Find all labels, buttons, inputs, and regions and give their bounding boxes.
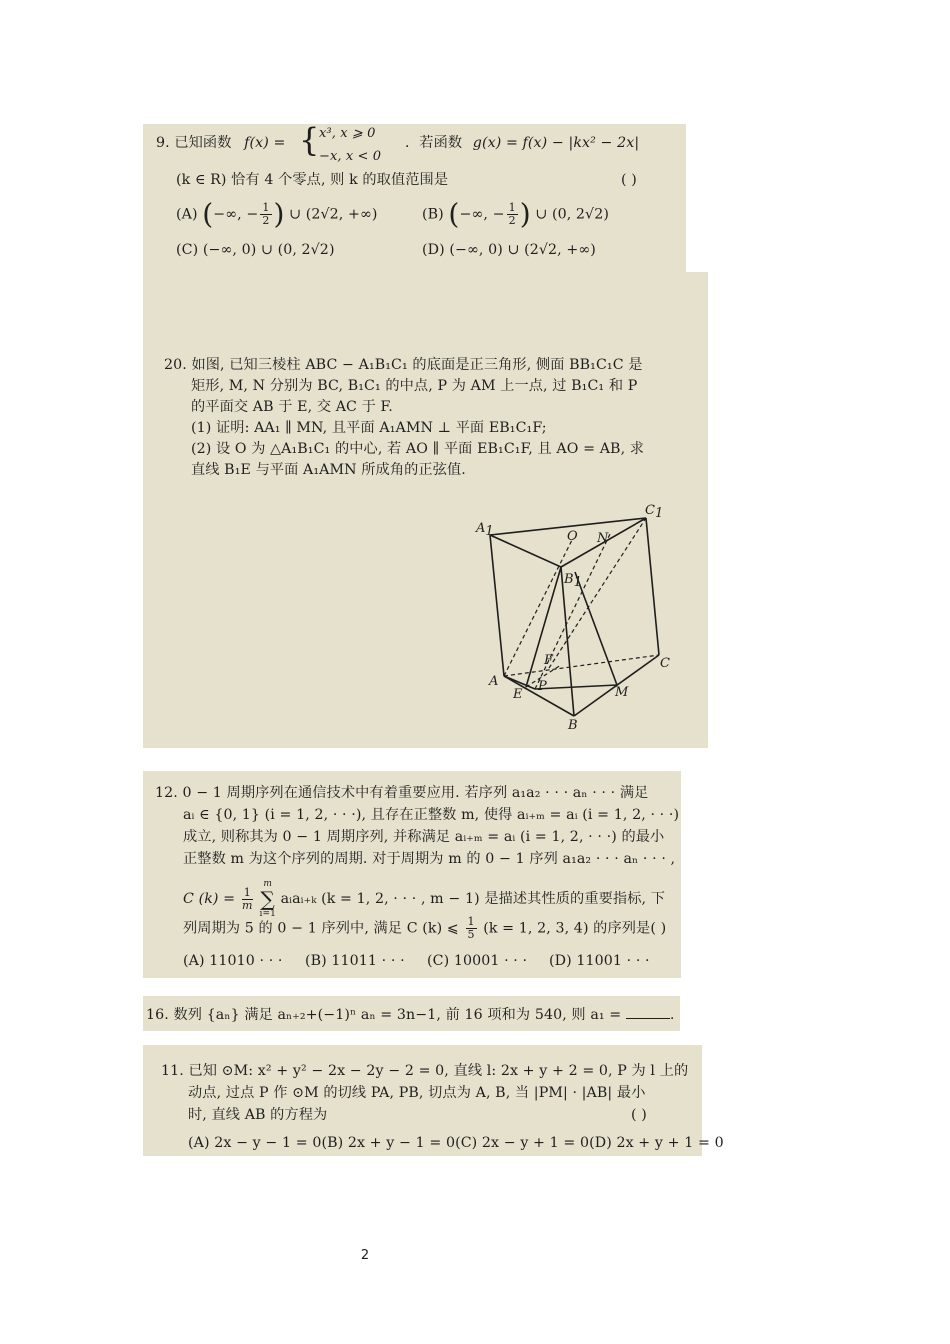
q9-option-a xyxy=(176,197,378,231)
page-number: 2 xyxy=(360,1248,370,1263)
q20-line1: 20. 如图, 已知三棱柱 ABC − A₁B₁C₁ 的底面是正三角形, 侧面 BB₁C₁C 是 xyxy=(164,357,643,373)
q9-option-c: (C) (−∞, 0) ∪ (0, 2√2) xyxy=(176,242,335,258)
label-o: O xyxy=(567,529,578,544)
q12-frac-1-m xyxy=(242,887,253,912)
q9-option-a-num: 1 xyxy=(262,201,270,214)
q12-sum-sign: ∑ xyxy=(260,887,275,911)
q12-option-c: (C) 10001 · · · xyxy=(427,953,528,969)
q12-line2: aᵢ ∈ {0, 1} (i = 1, 2, · · ·), 且存在正整数 m, 使得 aᵢ₊ₘ = aᵢ (i = 1, 2, · · ·) xyxy=(183,807,680,823)
label-f: F xyxy=(544,653,554,668)
label-p: P xyxy=(538,679,547,694)
label-b1 xyxy=(563,572,582,590)
q12-line4: 正整数 m 为这个序列的周期. 对于周期为 m 的 0 − 1 序列 a₁a₂ · · · aₙ · · · , xyxy=(183,851,676,867)
q12-option-d: (D) 11001 · · · xyxy=(549,953,650,969)
q9-option-a-label: (A) xyxy=(176,206,198,223)
q12-option-a: (A) 11010 · · · xyxy=(183,953,283,969)
question-12-card xyxy=(143,771,681,978)
q9-option-a-rparen: ) xyxy=(273,197,285,231)
q20-line6: 直线 B₁E 与平面 A₁AMN 所成角的正弦值. xyxy=(191,462,466,478)
q12-sum-bottom: i=1 xyxy=(259,909,276,919)
q9-gx: g(x) = f(x) − |kx² − 2x| xyxy=(472,135,640,151)
label-b: B xyxy=(568,718,578,733)
label-a1-main: A xyxy=(476,521,486,536)
q16-text: 16. 数列 {aₙ} 满足 aₙ₊₂+(−1)ⁿ aₙ = 3n−1, 前 16 项和为 540, 则 a₁ = xyxy=(146,1007,622,1023)
label-e: E xyxy=(513,687,523,702)
q9-option-a-frac xyxy=(260,202,271,227)
label-a: A xyxy=(489,674,499,689)
q11-options: (A) 2x − y − 1 = 0(B) 2x + y − 1 = 0(C) 2x − y + 1 = 0(D) 2x + y + 1 = 0 xyxy=(188,1135,724,1151)
q12-frac-num: 1 xyxy=(243,885,251,899)
edge-ao-hidden xyxy=(504,538,573,676)
q9-option-a-lparen: ( xyxy=(202,197,214,231)
label-c: C xyxy=(660,656,670,671)
q9-option-b-den: 2 xyxy=(508,214,516,227)
label-b1-main: B xyxy=(564,572,574,587)
edge-aa1 xyxy=(490,535,504,676)
q12-sum xyxy=(260,879,276,919)
q9-option-b xyxy=(422,197,609,231)
edge-ac-hidden xyxy=(504,655,659,676)
q9-option-d: (D) (−∞, 0) ∪ (2√2, +∞) xyxy=(422,242,596,258)
q20-line3: 的平面交 AB 于 E, 交 AC 于 F. xyxy=(191,399,393,415)
edge-a1b1 xyxy=(490,535,561,567)
q9-line1 xyxy=(156,133,285,153)
q9-option-b-frac xyxy=(507,202,518,227)
edge-cc1 xyxy=(646,518,659,655)
label-a1 xyxy=(475,521,494,539)
q11-line3: 时, 直线 AB 的方程为 xyxy=(188,1107,328,1123)
q12-line5-post: aᵢaᵢ₊ₖ (k = 1, 2, · · · , m − 1) 是描述其性质的重要指标, 下 xyxy=(280,891,665,907)
q9-option-b-label: (B) xyxy=(422,206,444,223)
question-9-card xyxy=(143,121,686,272)
label-c1-sub: 1 xyxy=(654,506,664,521)
q12-frac-den: m xyxy=(242,898,253,912)
q9-option-a-left: −∞, − xyxy=(213,206,259,223)
q9-option-a-right: ∪ (2√2, +∞) xyxy=(289,206,378,223)
q9-option-b-rparen: ) xyxy=(519,197,531,231)
edge-pm xyxy=(535,685,617,689)
q9-option-b-right: ∪ (0, 2√2) xyxy=(535,206,609,223)
q9-brace: { xyxy=(299,121,320,159)
q12-line6-post: (k = 1, 2, 3, 4) 的序列是( ) xyxy=(483,920,667,937)
q9-mid: ．若函数 xyxy=(405,135,463,151)
q12-frac-1-5 xyxy=(466,916,477,941)
q9-prefix: 9. 已知函数 xyxy=(156,135,232,151)
q9-answer-paren: ( ) xyxy=(621,172,637,188)
q20-line5: (2) 设 O 为 △A₁B₁C₁ 的中心, 若 AO ∥ 平面 EB₁C₁F, 且 AO = AB, 求 xyxy=(191,441,645,457)
question-20-card xyxy=(143,272,708,748)
q16-answer-blank[interactable] xyxy=(626,1004,670,1019)
q12-line5 xyxy=(183,879,665,919)
q11-answer-paren: ( ) xyxy=(631,1107,647,1123)
q12-frac2-num: 1 xyxy=(467,915,475,928)
q9-case1: x³, x ⩾ 0 xyxy=(319,126,376,141)
q12-sum-top: m xyxy=(263,879,273,889)
q20-line2: 矩形, M, N 分别为 BC, B₁C₁ 的中点, P 为 AM 上一点, 过 B₁C₁ 和 P xyxy=(191,378,638,394)
q12-line1: 12. 0 − 1 周期序列在通信技术中有着重要应用. 若序列 a₁a₂ · · · aₙ · · · 满足 xyxy=(155,785,649,801)
q9-option-b-lparen: ( xyxy=(448,197,460,231)
q9-fx: f(x) = xyxy=(244,135,286,151)
q12-frac2-den: 5 xyxy=(467,928,475,941)
label-b1-sub: 1 xyxy=(573,575,582,590)
q9-option-b-num: 1 xyxy=(508,201,516,214)
q12-line6 xyxy=(183,916,666,941)
q20-line4: (1) 证明: AA₁ ∥ MN, 且平面 A₁AMN ⊥ 平面 EB₁C₁F; xyxy=(191,420,547,436)
q16-line: 16. 数列 {aₙ} 满足 aₙ₊₂+(−1)ⁿ aₙ = 3n−1, 前 16 项和为 540, 则 a₁ = . xyxy=(146,1004,675,1025)
q12-line6-pre: 列周期为 5 的 0 − 1 序列中, 满足 C (k) ⩽ xyxy=(183,920,459,937)
label-m: M xyxy=(615,685,629,700)
label-c1 xyxy=(645,503,663,521)
q11-line2: 动点, 过点 P 作 ⊙M 的切线 PA, PB, 切点为 A, B, 当 |PM| · |AB| 最小 xyxy=(188,1085,646,1101)
q12-option-b: (B) 11011 · · · xyxy=(305,953,405,969)
q9-line1b xyxy=(405,133,639,153)
edge-bb1 xyxy=(561,567,574,716)
label-n: N xyxy=(597,531,609,546)
question-11-card xyxy=(143,1045,724,1156)
q12-line3: 成立, 则称其为 0 − 1 周期序列, 并称满足 aᵢ₊ₘ = aᵢ (i = 1, 2, · · ·) 的最小 xyxy=(183,829,665,845)
q9-case2: −x, x < 0 xyxy=(319,149,382,164)
prism-figure xyxy=(143,272,708,748)
label-c1-main: C xyxy=(645,503,655,518)
q9-option-a-den: 2 xyxy=(262,214,270,227)
question-16-card xyxy=(143,996,680,1031)
q9-option-b-left: −∞, − xyxy=(459,206,505,223)
q12-c-of-k: C (k) = xyxy=(183,891,236,907)
label-a1-sub: 1 xyxy=(485,524,494,539)
q11-line1: 11. 已知 ⊙M: x² + y² − 2x − 2y − 2 = 0, 直线 l: 2x + y + 2 = 0, P 为 l 上的 xyxy=(161,1063,689,1079)
q9-line2: (k ∈ R) 恰有 4 个零点, 则 k 的取值范围是 xyxy=(176,172,449,188)
